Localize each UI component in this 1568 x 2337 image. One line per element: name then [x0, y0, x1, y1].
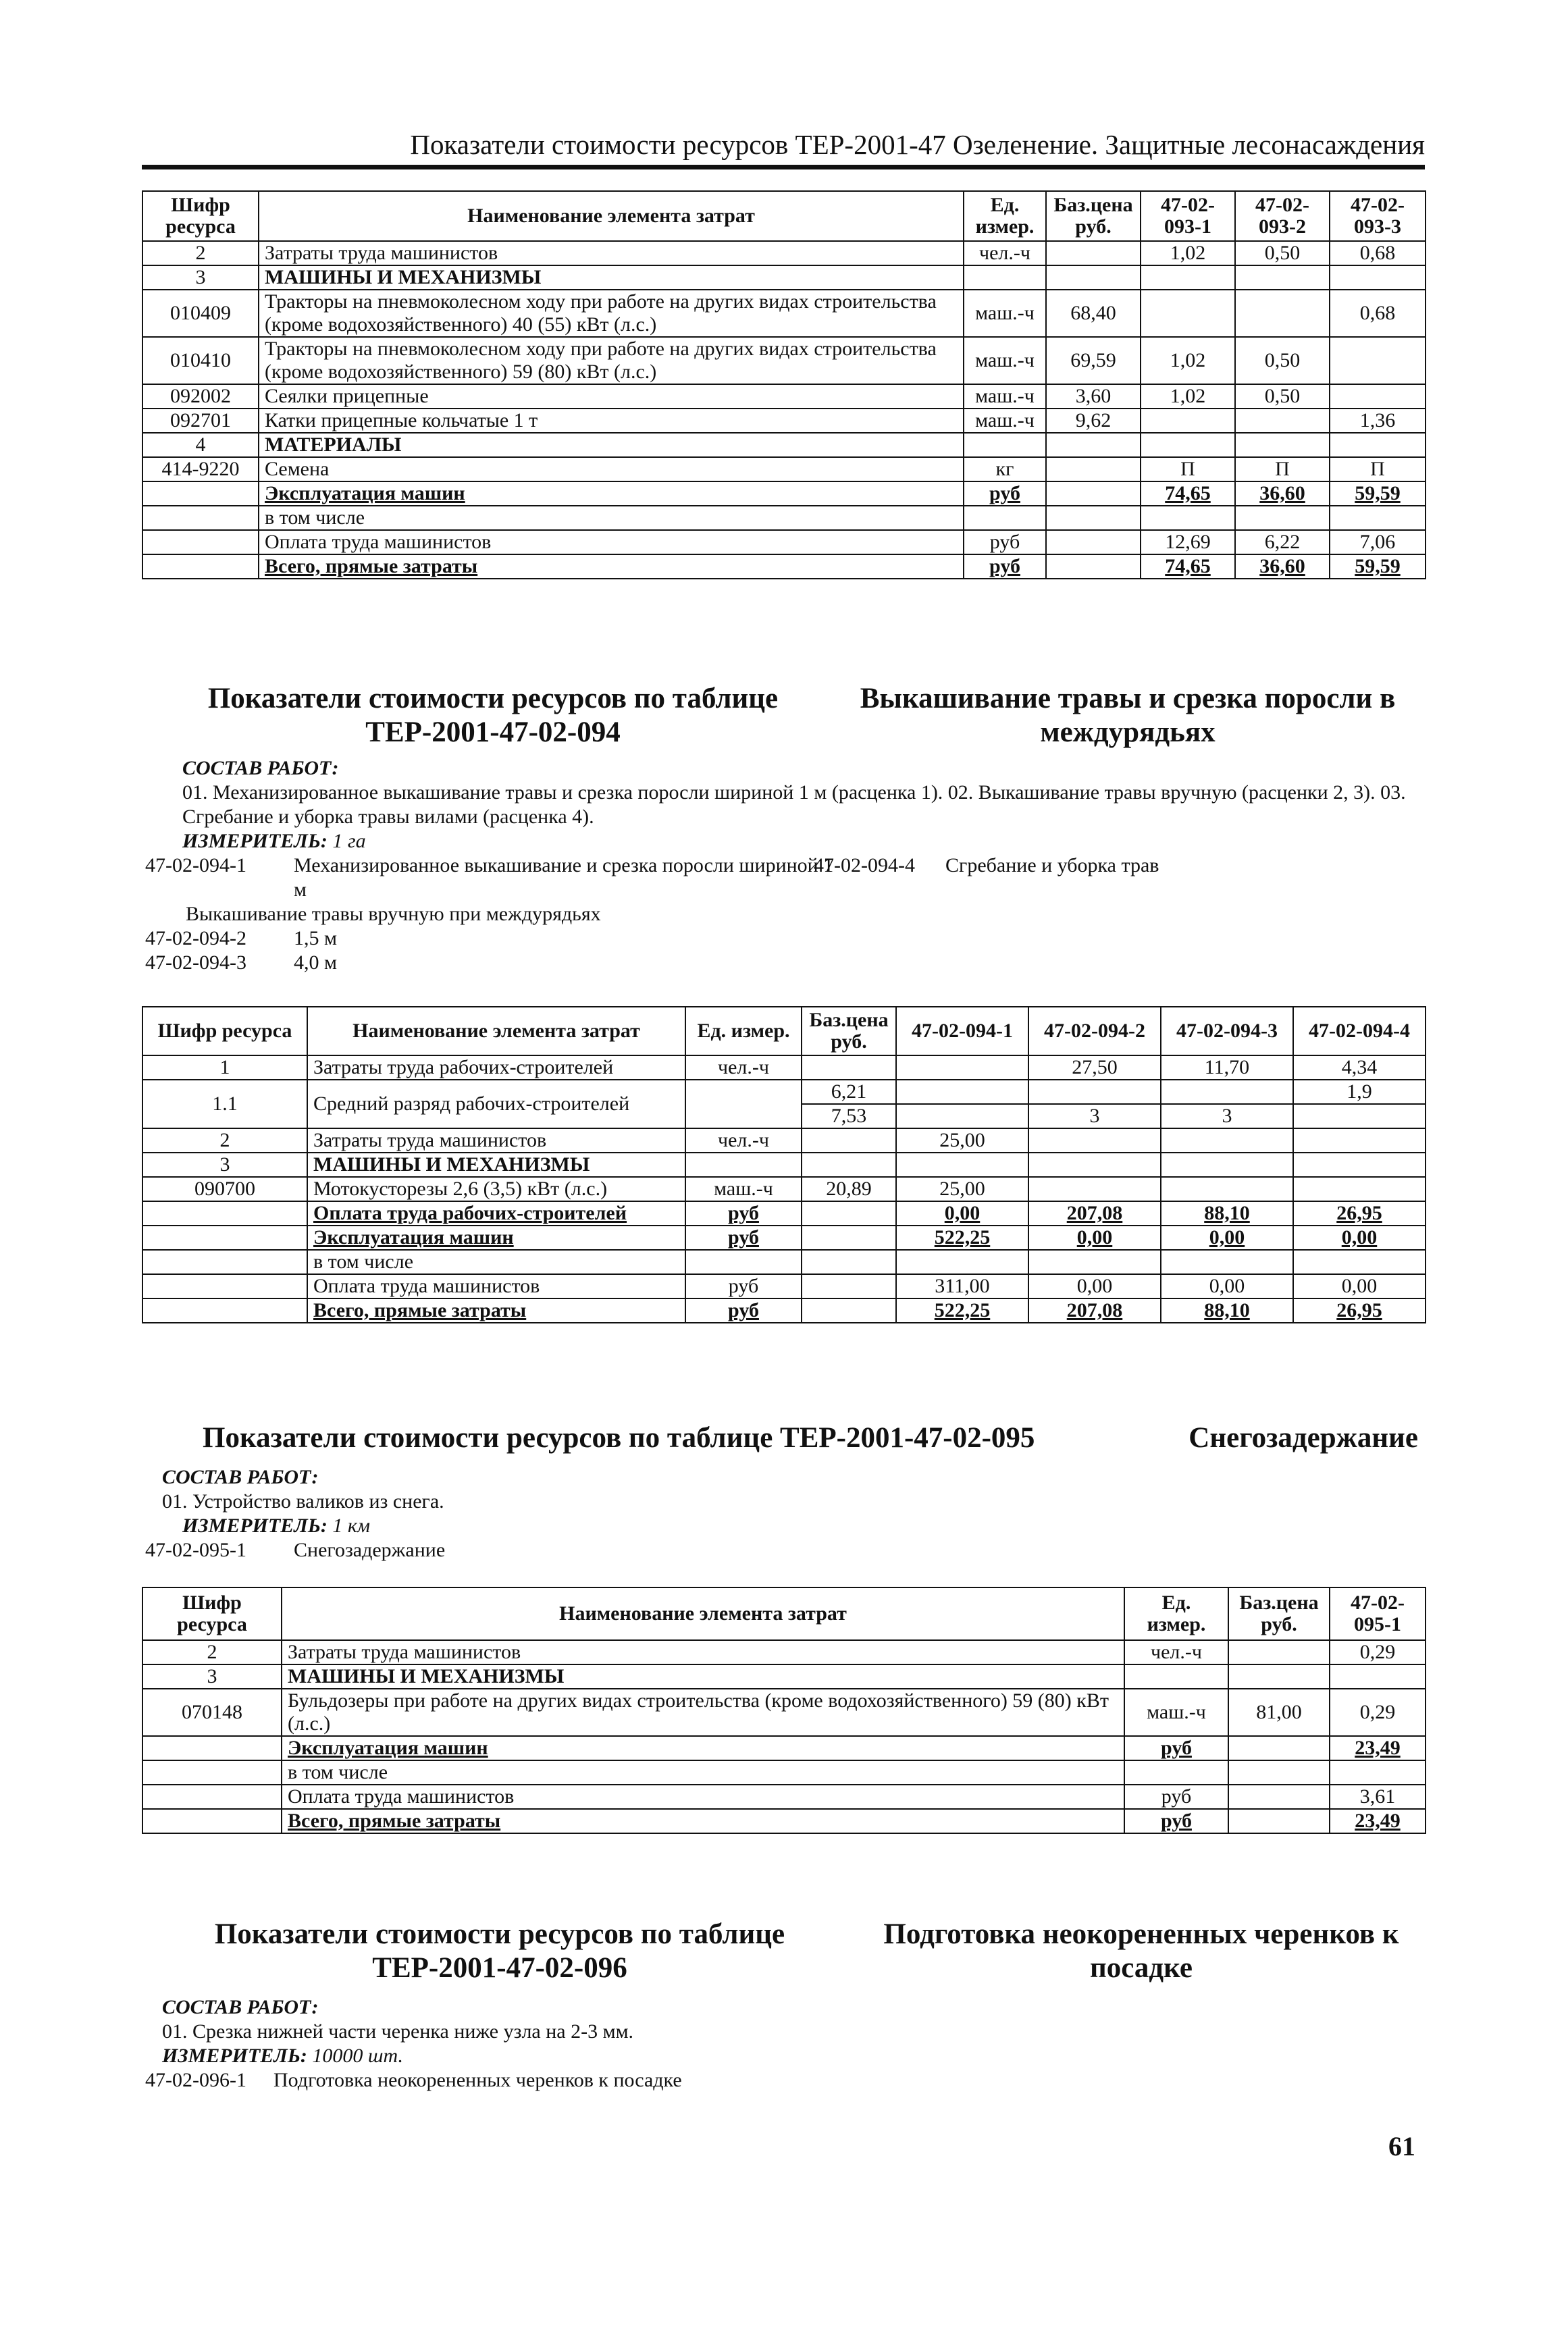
cell-name: МАШИНЫ И МЕХАНИЗМЫ: [282, 1664, 1124, 1689]
summary-value: 26,95: [1293, 1298, 1426, 1323]
izm-label: ИЗМЕРИТЕЛЬ:: [182, 1515, 328, 1537]
summary-value: [896, 1250, 1028, 1274]
table-095: [142, 1587, 1426, 1834]
section-094-sostav: [142, 756, 1425, 854]
table-row: [142, 265, 1426, 290]
cell-price: 6,21: [802, 1080, 896, 1104]
col-header-price: Баз.цена руб.: [1228, 1587, 1330, 1640]
cell-value: [1235, 265, 1330, 290]
cell-price: [1046, 265, 1141, 290]
table-row: [142, 1664, 1426, 1689]
table-row: [142, 1153, 1426, 1177]
summary-value: 522,25: [896, 1298, 1028, 1323]
izm-value: 1 га: [332, 830, 366, 852]
summary-unit: [964, 506, 1046, 530]
cell-code: 2: [142, 1128, 307, 1153]
table-header-row: [142, 1587, 1426, 1640]
cell-value: 1,36: [1330, 409, 1426, 433]
col-header-unit: Ед. измер.: [964, 191, 1046, 241]
table-093: [142, 190, 1426, 579]
table-094: [142, 1006, 1426, 1323]
col-header-095-1: 47-02-095-1: [1330, 1587, 1426, 1640]
cell-value: [896, 1055, 1028, 1080]
cell-value: 11,70: [1161, 1055, 1293, 1080]
summary-row: [142, 506, 1426, 530]
summary-value: [1161, 1250, 1293, 1274]
code-text: Сгребание и уборка трав: [945, 854, 1159, 876]
summary-value: [1330, 506, 1426, 530]
summary-value: 311,00: [896, 1274, 1028, 1298]
summary-unit: руб: [964, 554, 1046, 579]
izm-value: 10000 шт.: [312, 2045, 404, 2067]
cell-code: 3: [142, 1153, 307, 1177]
cell-code: 2: [142, 241, 259, 265]
group-text: Выкашивание травы вручную при междурядьях: [186, 903, 601, 925]
summary-row: [142, 1809, 1426, 1833]
cell-price: 68,40: [1046, 290, 1141, 337]
table-row: [142, 337, 1426, 384]
table-row: [142, 1689, 1426, 1736]
cell-unit: маш.-ч: [964, 290, 1046, 337]
cell-value: 0,50: [1235, 384, 1330, 409]
section-095-sostav: [142, 1465, 1425, 1538]
cell-value: П: [1330, 457, 1426, 481]
summary-value: [1293, 1250, 1426, 1274]
summary-name: в том числе: [282, 1760, 1124, 1785]
summary-value: 74,65: [1141, 554, 1235, 579]
table-row: [142, 1055, 1426, 1080]
cell-code: 010410: [142, 337, 259, 384]
summary-value: 0,00: [1028, 1226, 1161, 1250]
summary-name: в том числе: [307, 1250, 685, 1274]
cell-name: Затраты труда машинистов: [282, 1640, 1124, 1664]
table-row: [142, 409, 1426, 433]
summary-value: 74,65: [1141, 481, 1235, 506]
code-text: 1,5 м: [294, 927, 337, 949]
table-row: [142, 1177, 1426, 1201]
cell-value: 0,50: [1235, 337, 1330, 384]
cell-value: 27,50: [1028, 1055, 1161, 1080]
summary-row: [142, 1736, 1426, 1760]
summary-value: 0,00: [1293, 1226, 1426, 1250]
summary-value: 6,22: [1235, 530, 1330, 554]
cell-unit: маш.-ч: [964, 337, 1046, 384]
cell-code: 1: [142, 1055, 307, 1080]
summary-value: [1235, 506, 1330, 530]
col-header-price: Баз.цена руб.: [802, 1007, 896, 1055]
cell-unit: чел.-ч: [1124, 1640, 1228, 1664]
summary-row: [142, 1760, 1426, 1785]
code-item: 47-02-094-4: [814, 854, 915, 876]
cell-unit: [964, 265, 1046, 290]
section-095-title: Показатели стоимости ресурсов по таблице ТЕР-2001-47-02-095: [203, 1422, 1035, 1454]
summary-value: 522,25: [896, 1226, 1028, 1250]
code-item: 47-02-094-3: [145, 951, 246, 974]
summary-unit: руб: [1124, 1809, 1228, 1833]
cell-value: 0,29: [1330, 1689, 1426, 1736]
code-text: Снегозадержание: [294, 1539, 446, 1561]
cell-name: Сеялки прицепные: [259, 384, 964, 409]
summary-value: 0,00: [1161, 1226, 1293, 1250]
summary-name: Эксплуатация машин: [307, 1226, 685, 1250]
cell-code: 1.1: [142, 1080, 307, 1128]
code-item: 47-02-095-1: [145, 1539, 246, 1561]
cell-value: 25,00: [896, 1128, 1028, 1153]
code-text: Подготовка неокорененных черенков к посадке: [273, 2069, 682, 2091]
cell-value: 3: [1161, 1104, 1293, 1128]
col-header-code: Шифр ресурса: [142, 1587, 282, 1640]
cell-value: [1235, 409, 1330, 433]
summary-row: [142, 1226, 1426, 1250]
summary-value: 207,08: [1028, 1201, 1161, 1226]
summary-value: 7,06: [1330, 530, 1426, 554]
sostav-text: 01. Механизированное выкашивание травы и срезка поросли шириной 1 м (расценка 1). 02. Выкашивание травы вручную (расценки 2, 3). 03. Сгребание и уборка травы вилами (расценка 4).: [182, 781, 1406, 828]
cell-value: 0,50: [1235, 241, 1330, 265]
cell-value: 1,02: [1141, 241, 1235, 265]
sostav-label: СОСТАВ РАБОТ:: [162, 1996, 319, 2018]
col-header-094-1: 47-02-094-1: [896, 1007, 1028, 1055]
col-header-093-1: 47-02-093-1: [1141, 191, 1235, 241]
summary-value: 23,49: [1330, 1736, 1426, 1760]
cell-name: Затраты труда машинистов: [259, 241, 964, 265]
summary-name: Оплата труда машинистов: [307, 1274, 685, 1298]
summary-value: 59,59: [1330, 481, 1426, 506]
summary-value: [1141, 506, 1235, 530]
summary-name: Оплата труда рабочих-строителей: [307, 1201, 685, 1226]
cell-unit: чел.-ч: [685, 1055, 802, 1080]
cell-unit: маш.-ч: [964, 409, 1046, 433]
summary-value: 0,00: [896, 1201, 1028, 1226]
cell-name: Затраты труда рабочих-строителей: [307, 1055, 685, 1080]
table-row: [142, 384, 1426, 409]
cell-price: [1046, 457, 1141, 481]
section-096-subtitle: Подготовка неокорененных черенков к посадке: [883, 1918, 1399, 1984]
cell-value: [1141, 409, 1235, 433]
cell-price: 20,89: [802, 1177, 896, 1201]
cell-price: [1046, 241, 1141, 265]
cell-name: Семена: [259, 457, 964, 481]
code-item: 47-02-094-2: [145, 927, 246, 949]
izm-label: ИЗМЕРИТЕЛЬ:: [182, 830, 328, 852]
col-header-094-4: 47-02-094-4: [1293, 1007, 1426, 1055]
cell-price: [1046, 433, 1141, 457]
cell-value: 25,00: [896, 1177, 1028, 1201]
col-header-code: Шифр ресурса: [142, 191, 259, 241]
page-number: 61: [1388, 2131, 1415, 2161]
cell-unit: маш.-ч: [1124, 1689, 1228, 1736]
summary-value: 36,60: [1235, 554, 1330, 579]
code-item: 47-02-096-1: [145, 2069, 246, 2091]
summary-value: 26,95: [1293, 1201, 1426, 1226]
cell-value: [1141, 433, 1235, 457]
col-header-name: Наименование элемента затрат: [259, 191, 964, 241]
cell-value: [1330, 384, 1426, 409]
col-header-093-2: 47-02-093-2: [1235, 191, 1330, 241]
section-094-title: Показатели стоимости ресурсов по таблице ТЕР-2001-47-02-094: [207, 683, 779, 748]
cell-value: [1330, 1664, 1426, 1689]
table-header-row: [142, 1007, 1426, 1055]
summary-unit: руб: [685, 1298, 802, 1323]
summary-value: 88,10: [1161, 1298, 1293, 1323]
cell-price: [802, 1055, 896, 1080]
cell-name: Катки прицепные кольчатые 1 т: [259, 409, 964, 433]
cell-code: 090700: [142, 1177, 307, 1201]
table-row: [142, 1640, 1426, 1664]
summary-name: Оплата труда машинистов: [259, 530, 964, 554]
table-row: [142, 1128, 1426, 1153]
summary-value: 59,59: [1330, 554, 1426, 579]
cell-price: [1228, 1640, 1330, 1664]
cell-unit: кг: [964, 457, 1046, 481]
summary-unit: руб: [964, 481, 1046, 506]
cell-value: 1,02: [1141, 337, 1235, 384]
summary-name: Всего, прямые затраты: [282, 1809, 1124, 1833]
cell-price: 81,00: [1228, 1689, 1330, 1736]
cell-value: [1141, 265, 1235, 290]
table-row: [142, 290, 1426, 337]
summary-unit: руб: [685, 1201, 802, 1226]
cell-name: Затраты труда машинистов: [307, 1128, 685, 1153]
cell-price: 7,53: [802, 1104, 896, 1128]
summary-name: Оплата труда машинистов: [282, 1785, 1124, 1809]
summary-row: [142, 481, 1426, 506]
izm-label: ИЗМЕРИТЕЛЬ:: [162, 2045, 307, 2067]
col-header-unit: Ед. измер.: [1124, 1587, 1228, 1640]
col-header-094-3: 47-02-094-3: [1161, 1007, 1293, 1055]
summary-value: 12,69: [1141, 530, 1235, 554]
cell-value: 1,9: [1293, 1080, 1426, 1104]
summary-value: 3,61: [1330, 1785, 1426, 1809]
table-row: [142, 457, 1426, 481]
page-header: Показатели стоимости ресурсов ТЕР-2001-47 Озеленение. Защитные лесонасаждения: [142, 128, 1425, 169]
cell-name: Средний разряд рабочих-строителей: [307, 1080, 685, 1128]
col-header-094-2: 47-02-094-2: [1028, 1007, 1161, 1055]
cell-code: 010409: [142, 290, 259, 337]
summary-name: Эксплуатация машин: [259, 481, 964, 506]
cell-value: 4,34: [1293, 1055, 1426, 1080]
col-header-name: Наименование элемента затрат: [307, 1007, 685, 1055]
cell-value: П: [1235, 457, 1330, 481]
table-row: [142, 241, 1426, 265]
cell-code: 092002: [142, 384, 259, 409]
cell-name: Тракторы на пневмоколесном ходу при работе на других видах строительства (кроме водохозяйственного) 59 (80) кВт (л.с.): [259, 337, 964, 384]
cell-unit: чел.-ч: [964, 241, 1046, 265]
summary-unit: руб: [685, 1274, 802, 1298]
code-item: 47-02-094-1: [145, 854, 246, 876]
summary-value: 0,00: [1161, 1274, 1293, 1298]
cell-value: 0,68: [1330, 290, 1426, 337]
summary-value: 23,49: [1330, 1809, 1426, 1833]
summary-unit: руб: [685, 1226, 802, 1250]
col-header-price: Баз.цена руб.: [1046, 191, 1141, 241]
sostav-label: СОСТАВ РАБОТ:: [162, 1466, 319, 1488]
summary-row: [142, 1201, 1426, 1226]
section-096-sostav: [142, 1995, 1425, 2068]
cell-unit: [1124, 1664, 1228, 1689]
section-095-subtitle: Снегозадержание: [1188, 1422, 1418, 1454]
summary-name: Эксплуатация машин: [282, 1736, 1124, 1760]
summary-unit: руб: [1124, 1736, 1228, 1760]
col-header-name: Наименование элемента затрат: [282, 1587, 1124, 1640]
summary-value: 0,00: [1293, 1274, 1426, 1298]
cell-code: 3: [142, 265, 259, 290]
summary-name: в том числе: [259, 506, 964, 530]
cell-value: 0,68: [1330, 241, 1426, 265]
col-header-093-3: 47-02-093-3: [1330, 191, 1426, 241]
summary-value: 36,60: [1235, 481, 1330, 506]
cell-value: [1141, 290, 1235, 337]
cell-name: МАШИНЫ И МЕХАНИЗМЫ: [307, 1153, 685, 1177]
cell-code: 092701: [142, 409, 259, 433]
cell-value: П: [1141, 457, 1235, 481]
code-text: 4,0 м: [294, 951, 337, 974]
cell-price: [1228, 1664, 1330, 1689]
sostav-label: СОСТАВ РАБОТ:: [182, 757, 339, 779]
summary-value: 207,08: [1028, 1298, 1161, 1323]
table-row: [142, 433, 1426, 457]
cell-code: 3: [142, 1664, 282, 1689]
summary-name: Всего, прямые затраты: [259, 554, 964, 579]
summary-unit: руб: [1124, 1785, 1228, 1809]
summary-value: 0,00: [1028, 1274, 1161, 1298]
summary-row: [142, 1298, 1426, 1323]
cell-name: МАШИНЫ И МЕХАНИЗМЫ: [259, 265, 964, 290]
summary-unit: [685, 1250, 802, 1274]
cell-value: [1330, 337, 1426, 384]
col-header-code: Шифр ресурса: [142, 1007, 307, 1055]
summary-row: [142, 1250, 1426, 1274]
summary-row: [142, 1274, 1426, 1298]
summary-row: [142, 1785, 1426, 1809]
cell-name: Тракторы на пневмоколесном ходу при работе на других видах строительства (кроме водохозяйственного) 40 (55) кВт (л.с.): [259, 290, 964, 337]
code-text: Механизированное выкашивание и срезка поросли шириной 1 м: [294, 854, 834, 901]
cell-code: 070148: [142, 1689, 282, 1736]
sostav-text: 01. Устройство валиков из снега.: [162, 1490, 444, 1513]
cell-code: 2: [142, 1640, 282, 1664]
cell-name: Бульдозеры при работе на других видах строительства (кроме водохозяйственного) 59 (80) кВт (л.с.): [282, 1689, 1124, 1736]
summary-value: 88,10: [1161, 1201, 1293, 1226]
summary-unit: [1124, 1760, 1228, 1785]
cell-code: 414-9220: [142, 457, 259, 481]
summary-unit: руб: [964, 530, 1046, 554]
cell-value: 3: [1028, 1104, 1161, 1128]
cell-unit: маш.-ч: [964, 384, 1046, 409]
sostav-text: 01. Срезка нижней части черенка ниже узла на 2-3 мм.: [162, 2020, 634, 2043]
summary-name: Всего, прямые затраты: [307, 1298, 685, 1323]
col-header-unit: Ед. измер.: [685, 1007, 802, 1055]
cell-price: 9,62: [1046, 409, 1141, 433]
cell-value: [1235, 290, 1330, 337]
cell-value: [1235, 433, 1330, 457]
cell-value: [1330, 433, 1426, 457]
cell-code: 4: [142, 433, 259, 457]
table-row: [142, 1080, 1426, 1104]
cell-value: [1330, 265, 1426, 290]
izm-value: 1 км: [332, 1515, 371, 1537]
section-096-title: Показатели стоимости ресурсов по таблице ТЕР-2001-47-02-096: [214, 1918, 785, 1984]
cell-name: МАТЕРИАЛЫ: [259, 433, 964, 457]
cell-unit: [964, 433, 1046, 457]
cell-price: 69,59: [1046, 337, 1141, 384]
cell-price: 3,60: [1046, 384, 1141, 409]
summary-row: [142, 530, 1426, 554]
summary-value: [1330, 1760, 1426, 1785]
cell-value: 0,29: [1330, 1640, 1426, 1664]
table-header-row: [142, 191, 1426, 241]
section-094-subtitle: Выкашивание травы и срезка поросли в междурядьях: [860, 683, 1396, 748]
summary-row: [142, 554, 1426, 579]
cell-unit: маш.-ч: [685, 1177, 802, 1201]
cell-value: 1,02: [1141, 384, 1235, 409]
cell-name: Мотокусторезы 2,6 (3,5) кВт (л.с.): [307, 1177, 685, 1201]
cell-unit: чел.-ч: [685, 1128, 802, 1153]
summary-value: [1028, 1250, 1161, 1274]
